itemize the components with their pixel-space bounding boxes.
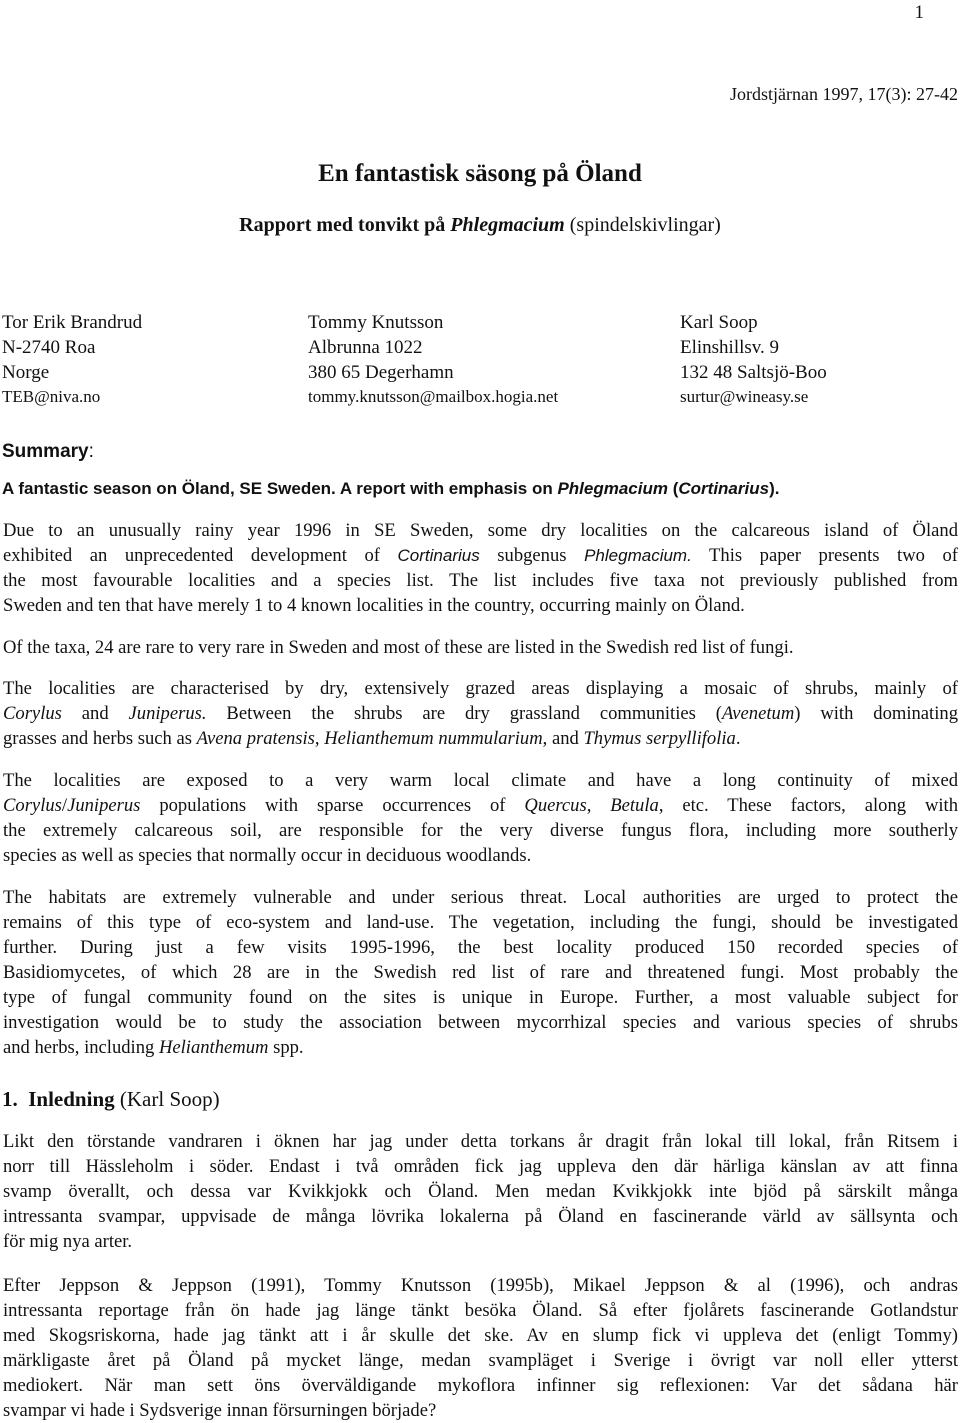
subtitle-genus: Phlegmacium bbox=[450, 214, 565, 236]
author-address-line: N-2740 Roa bbox=[2, 336, 96, 358]
summary-paragraph-4: The localities are exposed to a very warm local climate and have a long continuity of mixed Corylus/Juniperus populations with sparse occurrences of Quercus, Betula, etc. These factors, along with the extremely calcareous soil, are responsible for the very diverse fungus flora, including more southerly species as well as species that normally occur in deciduous woodlands. bbox=[3, 770, 958, 866]
summary-title: A fantastic season on Öland, SE Sweden. A report with emphasis on Phlegmacium (Cortinarius). bbox=[2, 479, 780, 498]
author-knutsson bbox=[308, 311, 558, 410]
intro-paragraph-2: Efter Jeppson & Jeppson (1991), Tommy Knutsson (1995b), Mikael Jeppson & al (1996), och andras intressanta reportage från ön hade jag länge tänkt besöka Öland. Så efter fjolårets fascinerande Gotlandstur med Skogsriskorna, hade jag tänkt att i år skulle det ske. Av en slump fick vi uppleva det (enligt Tommy) märkligaste året på Öland på mycket länge, medan svampläget i Sverige i övrigt var noll eller ytterst mediokert. När man sett öns överväldigande mykoflora infinner sig reflexionen: Var det sådana här svampar vi hade i Sydsverige innan försurningen började? bbox=[3, 1275, 958, 1421]
subtitle-prefix: Rapport med tonvikt på bbox=[239, 214, 451, 236]
author-brandrud bbox=[2, 311, 142, 410]
author-email: TEB@niva.no bbox=[2, 387, 101, 407]
author-address-line: Norge bbox=[2, 361, 50, 383]
article-subtitle bbox=[0, 214, 960, 237]
summary-paragraph-2: Of the taxa, 24 are rare to very rare in Sweden and most of these are listed in the Swedish red list of fungi. bbox=[3, 637, 794, 658]
article-title: En fantastisk säsong på Öland bbox=[318, 160, 642, 187]
section-heading-inledning: 1. Inledning (Karl Soop) bbox=[2, 1087, 220, 1111]
author-address-line: 132 48 Saltsjö-Boo bbox=[680, 361, 827, 383]
author-email: surtur@wineasy.se bbox=[680, 387, 809, 407]
author-soop bbox=[680, 311, 827, 410]
page-number: 1 bbox=[914, 2, 924, 23]
journal-reference: Jordstjärnan 1997, 17(3): 27-42 bbox=[730, 84, 958, 104]
summary-paragraph-1: Due to an unusually rainy year 1996 in SE Sweden, some dry localities on the calcareous island of Öland exhibited an unprecedented development of Cortinarius subgenus Phlegmacium. This paper presents two of the most favourable localities and a species list. The list includes five taxa not previously published from Sweden and ten that have merely 1 to 4 known localities in the country, occurring mainly on Öland. bbox=[3, 520, 958, 616]
intro-paragraph-1: Likt den törstande vandraren i öknen har jag under detta torkans år dragit från lokal till lokal, från Ritsem i norr till Hässleholm i söder. Endast i två områden fick jag uppleva den där härliga känslan av att finna svamp överallt, och dessa var Kvikkjokk och Öland. Men medan Kvikkjokk inte bjöd på särskilt många intressanta svampar, uppvisade de många lövrika lokalerna på Öland en fascinerande värld av sällsynta och för mig nya arter. bbox=[3, 1131, 958, 1252]
subtitle-suffix: (spindelskivlingar) bbox=[564, 214, 721, 236]
summary-paragraph-5: The habitats are extremely vulnerable and under serious threat. Local authorities are urged to protect the remains of this type of eco-system and land-use. The vegetation, including the fungi, should be investigated further. During just a few visits 1995-1996, the best locality produced 150 recorded species of Basidiomycetes, of which 28 are in the Swedish red list of rare and threatened fungi. Most probably the type of fungal community found on the sites is unique in Europe. Further, a most valuable subject for investigation would be to study the association between mycorrhizal species and various species of shrubs and herbs, including Helianthemum spp. bbox=[3, 887, 958, 1058]
author-block bbox=[2, 311, 958, 411]
author-email: tommy.knutsson@mailbox.hogia.net bbox=[308, 387, 559, 407]
author-name: Karl Soop bbox=[680, 312, 758, 333]
summary-paragraph-3: The localities are characterised by dry, extensively grazed areas displaying a mosaic of shrubs, mainly of Corylus and Juniperus. Between the shrubs are dry grassland communities (Avenetum) with dominating grasses and herbs such as Avena pratensis, Helianthemum nummularium, and Thymus serpyllifolia. bbox=[3, 678, 958, 749]
author-name: Tor Erik Brandrud bbox=[2, 312, 143, 333]
author-name: Tommy Knutsson bbox=[308, 312, 444, 333]
author-address-line: Elinshillsv. 9 bbox=[680, 336, 780, 358]
author-address-line: Albrunna 1022 bbox=[308, 336, 423, 358]
summary-heading: Summary: bbox=[2, 441, 94, 462]
author-address-line: 380 65 Degerhamn bbox=[308, 361, 454, 383]
